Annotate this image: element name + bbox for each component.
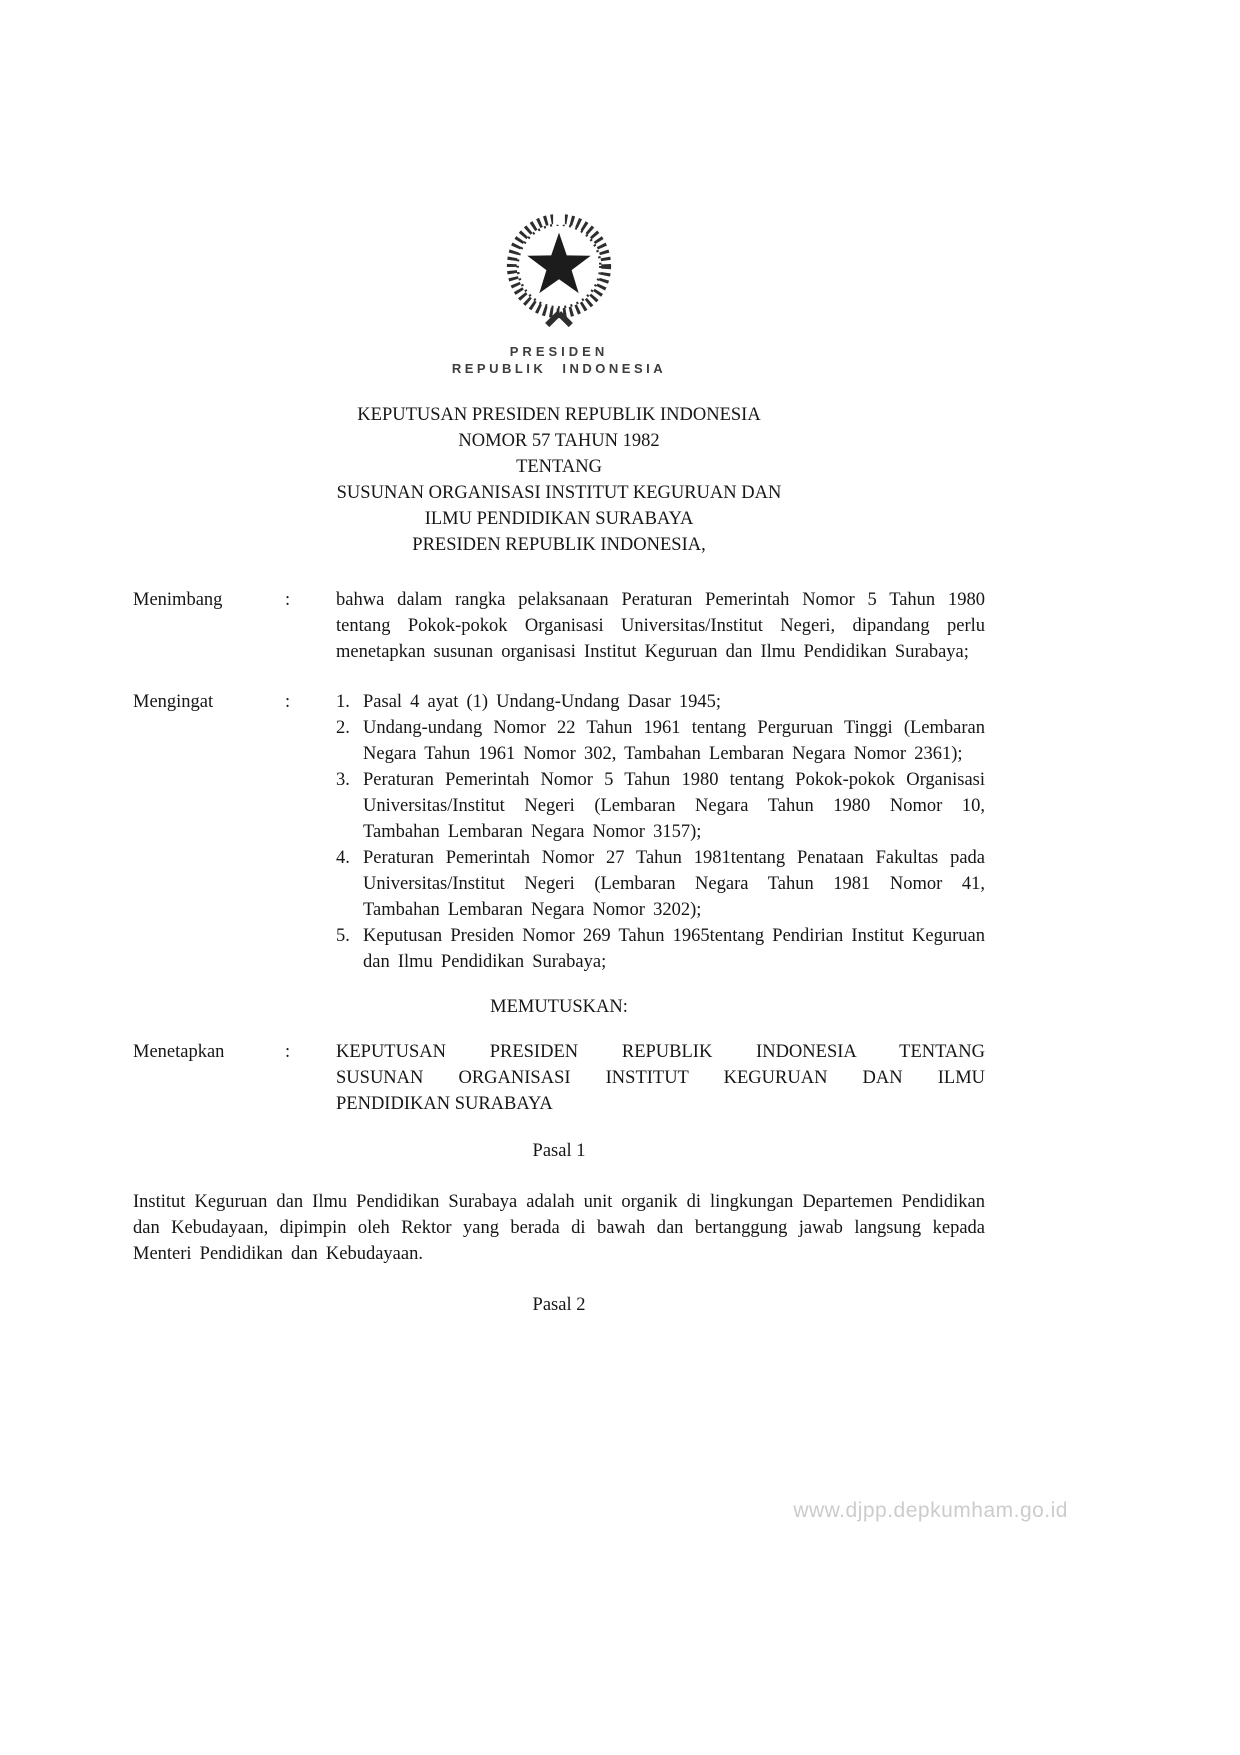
menetapkan-line-2: SUSUNAN ORGANISASI INSTITUT KEGURUAN DAN ILMU: [336, 1068, 985, 1088]
seal-caption-line2: REPUBLIK INDONESIA: [451, 361, 667, 376]
menimbang-colon: :: [285, 590, 291, 610]
list-item-text: Pasal 4 ayat (1) Undang-Undang Dasar 1945;: [363, 692, 722, 712]
list-item-number: 3.: [336, 770, 350, 790]
watermark: www.djpp.depkumham.go.id: [793, 1499, 1068, 1522]
presidential-seal-icon: [500, 205, 618, 331]
mengingat-list: [336, 689, 985, 975]
menetapkan-colon: :: [285, 1042, 291, 1062]
title-line-4: SUSUNAN ORGANISASI INSTITUT KEGURUAN DAN: [336, 483, 782, 503]
menetapkan-line-1: KEPUTUSAN PRESIDEN REPUBLIK INDONESIA TENTANG: [336, 1042, 985, 1062]
menimbang-text: bahwa dalam rangka pelaksanaan Peraturan Pemerintah Nomor 5 Tahun 1980 tentang Pokok-pokok Organisasi Universitas/Institut Negeri, dipandang perlu menetapkan susunan organisasi Institut Keguruan dan Ilmu Pendidikan Surabaya;: [336, 590, 985, 662]
memutuskan-heading: MEMUTUSKAN:: [490, 997, 628, 1017]
menimbang-clause: [133, 587, 985, 665]
menetapkan-label: Menetapkan: [133, 1042, 225, 1062]
menimbang-label: Menimbang: [133, 590, 223, 610]
list-item: [336, 715, 985, 767]
mengingat-colon: :: [285, 692, 291, 712]
list-item-number: 2.: [336, 718, 350, 738]
list-item: [336, 923, 985, 975]
title-line-2: NOMOR 57 TAHUN 1982: [458, 431, 660, 451]
menetapkan-text: [336, 1039, 985, 1117]
list-item: [336, 689, 985, 715]
list-item-text: Peraturan Pemerintah Nomor 5 Tahun 1980 tentang Pokok-pokok Organisasi Universitas/Institut Negeri (Lembaran Negara Tahun 1980 Nomor 10, Tambahan Lembaran Negara Nomor 3157);: [363, 770, 985, 842]
list-item-number: 4.: [336, 848, 350, 868]
pasal-1-body: Institut Keguruan dan Ilmu Pendidikan Surabaya adalah unit organik di lingkungan Departemen Pendidikan dan Kebudayaan, dipimpin oleh Rektor yang berada di bawah dan bertanggung jawab langsung kepada Menteri Pendidikan dan Kebudayaan.: [133, 1192, 985, 1264]
list-item-text: Keputusan Presiden Nomor 269 Tahun 1965tentang Pendirian Institut Keguruan dan Ilmu Pendidikan Surabaya;: [363, 926, 985, 972]
list-item-text: Undang-undang Nomor 22 Tahun 1961 tentang Perguruan Tinggi (Lembaran Negara Tahun 1961 Nomor 302, Tambahan Lembaran Negara Nomor 2361);: [363, 718, 985, 764]
menetapkan-line-3: PENDIDIKAN SURABAYA: [336, 1094, 553, 1114]
mengingat-clause: [133, 689, 985, 975]
list-item-text: Peraturan Pemerintah Nomor 27 Tahun 1981tentang Penataan Fakultas pada Universitas/Institut Negeri (Lembaran Negara Tahun 1981 Nomor 41, Tambahan Lembaran Negara Nomor 3202);: [363, 848, 985, 920]
list-item-number: 5.: [336, 926, 350, 946]
list-item: [336, 845, 985, 923]
document-content: [133, 0, 985, 1318]
title-line-1: KEPUTUSAN PRESIDEN REPUBLIK INDONESIA: [357, 405, 761, 425]
seal-caption: [133, 343, 985, 377]
seal-caption-line1: PRESIDEN: [509, 344, 609, 359]
document-title: [133, 402, 985, 558]
list-item-number: 1.: [336, 692, 350, 712]
title-line-6: PRESIDEN REPUBLIK INDONESIA,: [412, 535, 706, 555]
pasal-2-heading: Pasal 2: [532, 1295, 586, 1315]
mengingat-label: Mengingat: [133, 692, 214, 712]
pasal-1-heading: Pasal 1: [532, 1141, 586, 1161]
title-line-5: ILMU PENDIDIKAN SURABAYA: [424, 509, 694, 529]
list-item: [336, 767, 985, 845]
seal-block: [133, 205, 985, 377]
menetapkan-clause: [133, 1039, 985, 1117]
title-line-3: TENTANG: [516, 457, 602, 477]
